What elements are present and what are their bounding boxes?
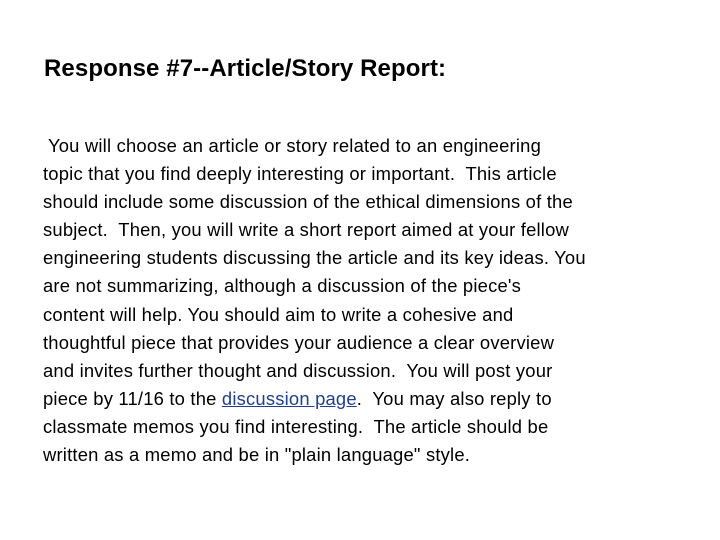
body-line-text-after-link: . You may also reply to [356,387,552,409]
body-line: should include some discussion of the ethical dimensions of the [43,191,573,213]
body-line: You will choose an article or story related to an engineering [43,135,542,156]
body-line: thoughtful piece that provides your audience a clear overview [43,331,555,353]
body-line: subject. Then, you will write a short report aimed at your fellow [43,219,569,241]
body-line-with-link [43,385,683,413]
body-line: and invites further thought and discussion. You will post your [43,359,553,381]
assignment-description [43,132,683,469]
discussion-page-link[interactable]: discussion page [221,387,357,409]
body-line-text-before-link: piece by 11/16 to the [43,387,222,409]
body-line: classmate memos you find interesting. The article should be [43,415,549,437]
body-line: are not summarizing, although a discussion of the piece's [43,275,521,297]
body-line: topic that you find deeply interesting or important. This article [43,163,557,185]
slide-title: Response #7--Article/Story Report: [44,55,447,82]
body-line: content will help. You should aim to write a cohesive and [43,303,514,325]
body-line: engineering students discussing the article and its key ideas. You [43,247,586,269]
body-line: written as a memo and be in "plain language" style. [43,444,471,466]
